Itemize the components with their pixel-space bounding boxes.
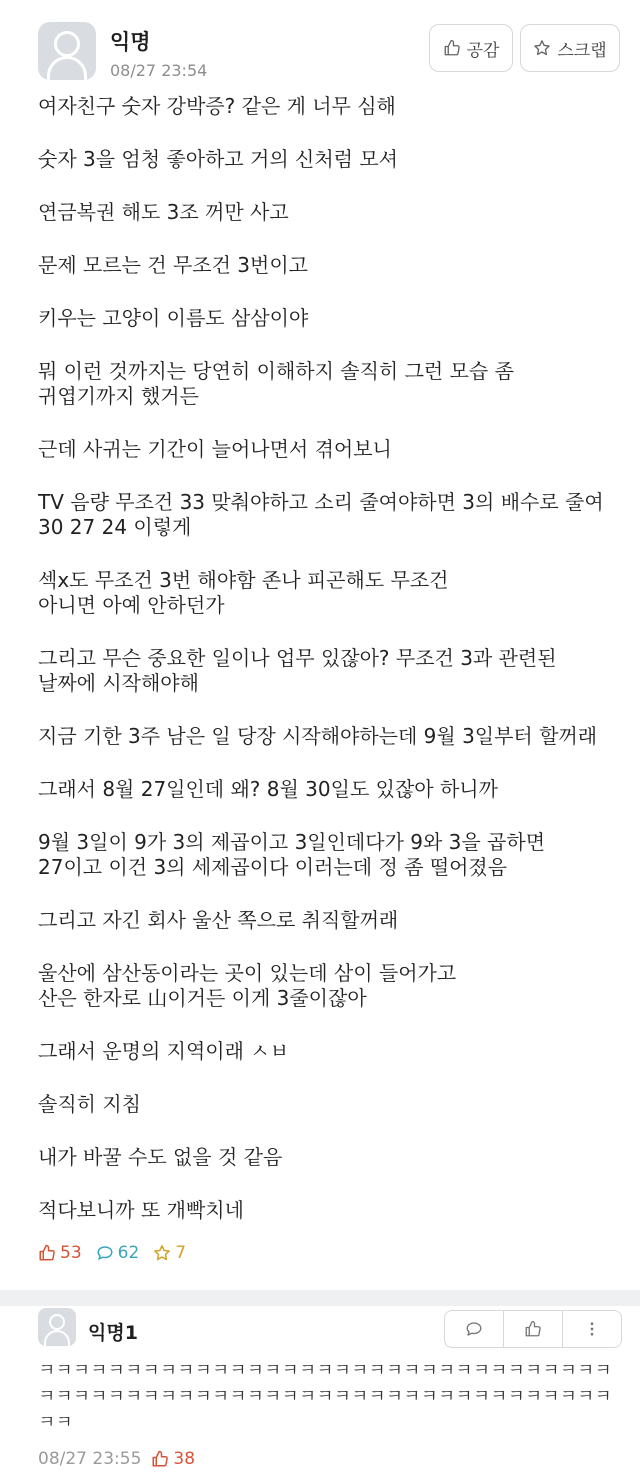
- avatar-body: [47, 56, 87, 80]
- post-stats: [38, 1243, 186, 1263]
- comment-avatar: [38, 1308, 76, 1346]
- like-button[interactable]: [429, 24, 513, 72]
- avatar-body: [44, 1330, 70, 1346]
- scrap-button-label: 스크랩: [557, 40, 607, 61]
- post-paragraph: 9월 3일이 9가 3의 제곱이고 3일인데다가 9와 3을 곱하면 27이고 이건 3의 세제곱이다 이러는데 정 좀 떨어졌음: [38, 830, 546, 879]
- post-paragraph: TV 음량 무조건 33 맞춰야하고 소리 줄여야하면 3의 배수로 줄여 30 27 24 이렇게: [38, 490, 604, 539]
- star-icon: [153, 1244, 171, 1262]
- comment-timestamp: 08/27 23:55: [38, 1449, 142, 1469]
- avatar-head: [49, 1314, 65, 1330]
- star-icon: [533, 39, 551, 57]
- post-paragraph: 내가 바꿀 수도 없을 것 같음: [38, 1145, 283, 1169]
- post-paragraph: 그래서 8월 27일인데 왜? 8월 30일도 있잖아 하니까: [38, 777, 498, 801]
- post-author: 익명: [110, 30, 151, 54]
- post-paragraph: 키우는 고양이 이름도 삼삼이야: [38, 306, 309, 330]
- like-count: [38, 1243, 82, 1263]
- comment-count: [96, 1243, 140, 1263]
- comment-like-count: [151, 1449, 195, 1469]
- post-paragraph: 여자친구 숫자 강박증? 같은 게 너무 심해: [38, 94, 396, 118]
- comment-text: ㅋㅋㅋㅋㅋㅋㅋㅋㅋㅋㅋㅋㅋㅋㅋㅋㅋㅋㅋㅋㅋㅋㅋㅋㅋㅋㅋㅋㅋㅋㅋㅋㅋㅋㅋㅋㅋㅋㅋㅋㅋㅋㅋㅋㅋㅋㅋㅋㅋㅋㅋㅋㅋㅋㅋㅋㅋㅋㅋㅋㅋㅋㅋㅋㅋㅋㅋㅋ: [38, 1360, 612, 1433]
- post-timestamp: 08/27 23:54: [110, 61, 208, 80]
- like-count-value: 53: [60, 1243, 82, 1263]
- comment-author: 익명1: [88, 1322, 138, 1344]
- reply-button[interactable]: [445, 1311, 503, 1347]
- more-vertical-icon: [583, 1320, 601, 1338]
- scrap-count-value: 7: [175, 1243, 187, 1263]
- avatar: [38, 22, 96, 80]
- thumbs-up-icon: [151, 1450, 169, 1468]
- thumbs-up-icon: [443, 39, 461, 57]
- post-paragraph: 그리고 자긴 회사 울산 쪽으로 취직할꺼래: [38, 908, 399, 932]
- section-divider: [0, 1290, 640, 1306]
- more-options-button[interactable]: [562, 1311, 621, 1347]
- post-paragraph: 뭐 이런 것까지는 당연히 이해하지 솔직히 그런 모습 좀 귀엽기까지 했거든: [38, 359, 514, 408]
- comment-meta: [38, 1449, 195, 1469]
- post-paragraph: 섹x도 무조건 3번 해야함 존나 피곤해도 무조건 아니면 아예 안하던가: [38, 568, 449, 617]
- post-paragraph: 울산에 삼산동이라는 곳이 있는데 삼이 들어가고 산은 한자로 山이거든 이게 3줄이잖아: [38, 961, 457, 1010]
- comment-item: [0, 1306, 640, 1479]
- post-paragraph: 그리고 무슨 중요한 일이나 업무 있잖아? 무조건 3과 관련된 날짜에 시작해야해: [38, 646, 557, 695]
- post-paragraph: 문제 모르는 건 무조건 3번이고: [38, 253, 308, 277]
- post-body: [38, 94, 630, 1251]
- comment-count-value: 62: [117, 1243, 140, 1263]
- post-paragraph: 연금복권 해도 3조 꺼만 사고: [38, 200, 289, 224]
- comment-actions: [444, 1310, 622, 1348]
- thumbs-up-icon: [38, 1244, 56, 1262]
- scrap-count: [153, 1243, 186, 1263]
- like-button-label: 공감: [466, 40, 500, 61]
- comment-like-value: 38: [173, 1449, 196, 1469]
- post-paragraph: 근데 사귀는 기간이 늘어나면서 겪어보니: [38, 437, 392, 461]
- scrap-button[interactable]: [520, 24, 620, 72]
- comment-like-button[interactable]: [503, 1311, 562, 1347]
- post-paragraph: 적다보니까 또 개빡치네: [38, 1198, 244, 1222]
- post-paragraph: 지금 기한 3주 남은 일 당장 시작해야하는데 9월 3일부터 할꺼래: [38, 724, 598, 748]
- speech-bubble-icon: [96, 1244, 114, 1262]
- thumbs-up-icon: [524, 1320, 542, 1338]
- avatar-head: [54, 31, 80, 57]
- speech-bubble-icon: [465, 1320, 483, 1338]
- post-paragraph: 숫자 3을 엄청 좋아하고 거의 신처럼 모셔: [38, 147, 398, 171]
- post-paragraph: 솔직히 지침: [38, 1092, 141, 1116]
- post-paragraph: 그래서 운명의 지역이래 ㅅㅂ: [38, 1039, 289, 1063]
